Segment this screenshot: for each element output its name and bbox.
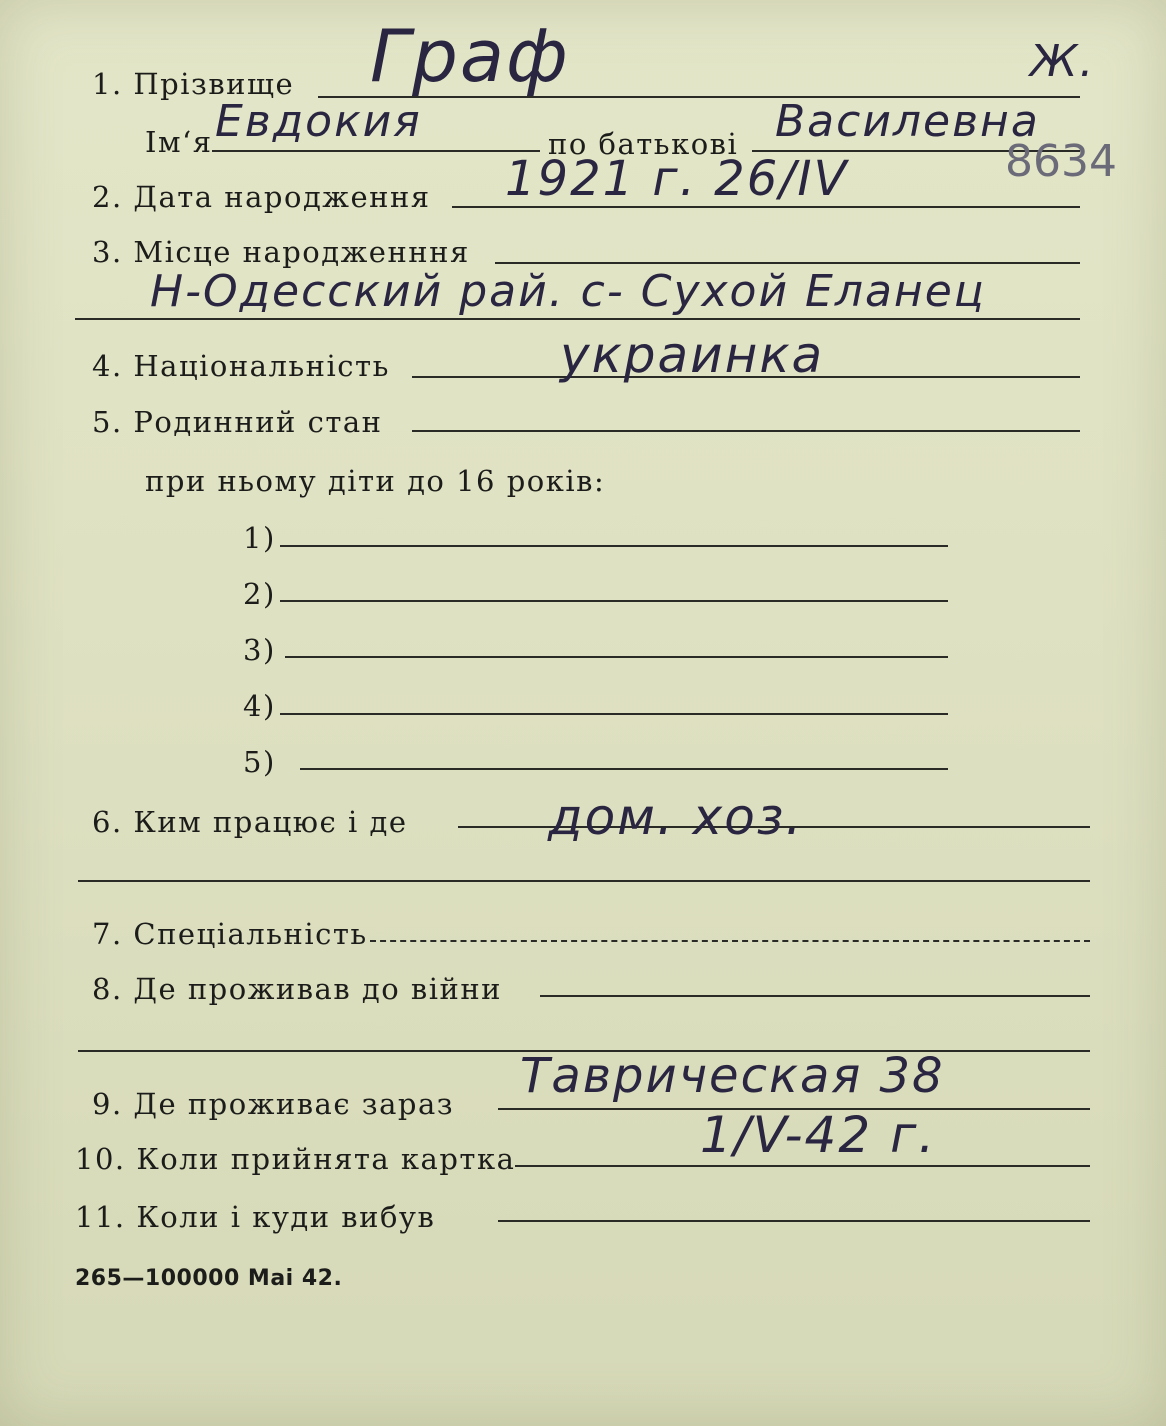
line-child-5 [300,768,948,770]
handwritten-birth-place: Н-Одесский рай. с- Сухой Еланец [150,266,986,317]
handwritten-number: 8634 [1005,136,1117,187]
line-child-1 [280,545,948,547]
handwritten-mark: Ж. [1030,36,1096,87]
print-run-footer: 265—100000 Mai 42. [75,1266,343,1291]
line-specialty [370,940,1090,942]
label-work: 6. Ким працює і де [92,805,408,839]
line-card-date [515,1165,1090,1167]
line-work-2 [78,880,1090,882]
label-child-4: 4) [243,689,276,723]
handwritten-patronymic: Василевна [775,96,1040,147]
label-first-name: Ім‘я [145,125,213,159]
line-departure [498,1220,1090,1222]
line-birth-place-1 [495,262,1080,264]
line-child-4 [280,713,948,715]
line-marital-status [412,430,1080,432]
line-child-2 [280,600,948,602]
label-specialty: 7. Спеціальність [92,917,368,951]
label-birth-date: 2. Дата народження [92,180,431,214]
label-nationality: 4. Національність [92,349,390,383]
handwritten-surname: Граф [370,14,570,98]
label-current-residence: 9. Де проживає зараз [92,1087,455,1121]
handwritten-nationality: украинка [560,326,825,384]
label-patronymic: по батькові [548,127,739,161]
line-birth-place-2 [75,318,1080,320]
label-birth-place: 3. Місце народженння [92,235,470,269]
label-child-5: 5) [243,745,276,779]
handwritten-current-residence: Таврическая 38 [520,1048,945,1104]
line-child-3 [285,656,948,658]
label-card-date: 10. Коли прийнята картка [75,1142,516,1176]
label-child-3: 3) [243,633,276,667]
label-departure: 11. Коли і куди вибув [75,1200,436,1234]
line-first-name [212,150,540,152]
handwritten-work: дом. хоз. [548,788,804,846]
label-child-2: 2) [243,577,276,611]
label-marital-status: 5. Родинний стан [92,405,383,439]
handwritten-first-name: Евдокия [215,96,422,147]
label-surname: 1. Прізвище [92,67,295,101]
label-child-1: 1) [243,521,276,555]
line-prewar-residence-1 [540,995,1090,997]
label-children: при ньому діти до 16 років: [145,464,606,498]
handwritten-card-date: 1/V-42 г. [700,1106,937,1164]
label-prewar-residence: 8. Де проживав до війни [92,972,502,1006]
handwritten-birth-date: 1921 г. 26/IV [505,151,849,207]
